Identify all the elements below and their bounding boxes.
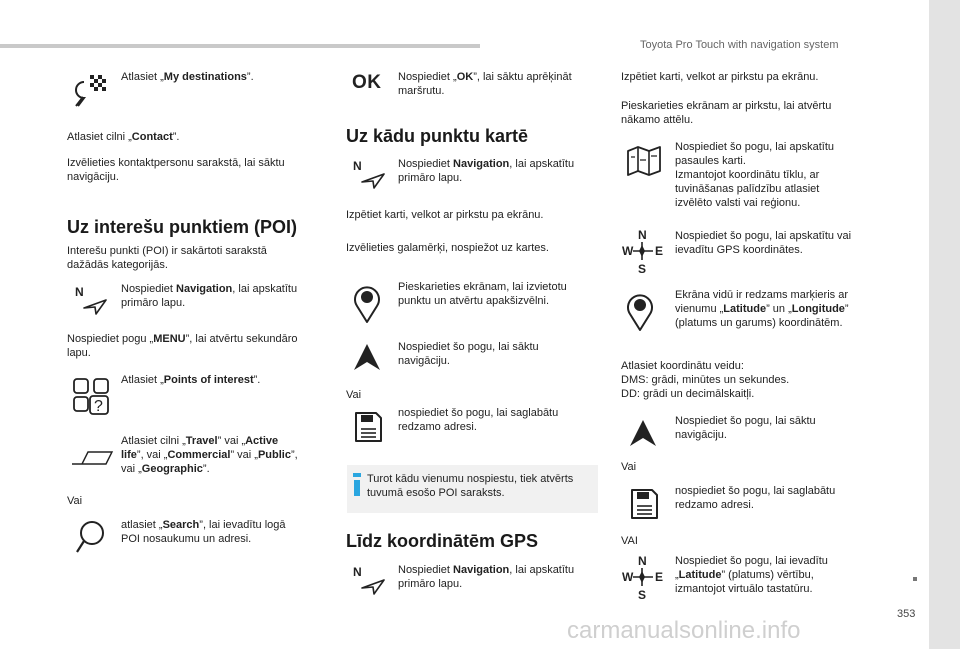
svg-text:?: ? — [94, 398, 103, 415]
explore-map-text: Izpētiet karti, velkot ar pirkstu pa ekrānu. — [346, 209, 544, 221]
poi-intro-text: Interešu punkti (POI) ir sakārtoti sarakstā dažādās kategorijās. — [67, 245, 267, 271]
watermark: carmanualsonline.info — [567, 617, 801, 644]
start-navigation-icon — [628, 418, 658, 448]
save-address-icon — [628, 487, 660, 521]
or-label: Vai — [621, 461, 637, 473]
world-map-text: Nospiediet šo pogu, lai apskatītu pasaules karti. Izmantojot koordinātu tīklu, ar tuvināšanas palīdzību atlasiet izvēlēto valsti vai reģionu. — [675, 141, 834, 209]
or-label: VAI — [621, 535, 638, 547]
navigation-text: Nospiediet Navigation, lai apskatītu primāro lapu. — [121, 283, 298, 309]
ok-text: Nospiediet „OK”, lai sāktu aprēķināt maršrutu. — [398, 71, 572, 97]
running-header: Toyota Pro Touch with navigation system — [640, 39, 839, 51]
choose-destination-text: Izvēlieties galamērķi, nospiežot uz kartes. — [346, 242, 549, 254]
continuation-marker — [913, 577, 917, 581]
gps-heading: Līdz koordinātēm GPS — [346, 531, 539, 551]
gps-compass-icon — [620, 226, 666, 276]
tip-text: Turot kādu vienumu nospiestu, tiek atvērts tuvumā esošo POI saraksts. — [367, 473, 574, 499]
world-map-icon — [625, 143, 663, 179]
compass-n: N — [638, 228, 647, 242]
start-navigation-icon — [352, 342, 382, 372]
ok-icon: OK — [352, 72, 382, 93]
navigation-arrow-icon — [352, 564, 388, 598]
compass-s: S — [638, 588, 647, 602]
compass-s: S — [638, 262, 647, 276]
contact-list-text: Izvēlieties kontaktpersonu sarakstā, lai sāktu navigāciju. — [67, 157, 285, 183]
coordinate-format-text: Atlasiet koordinātu veidu: DMS: grādi, minūtes un sekundes. DD: grādi un decimālskaitļi. — [621, 360, 790, 400]
place-marker-text: Pieskarieties ekrānam, lai izvietotu punktu un atvērtu apakšizvēlni. — [398, 281, 567, 307]
or-label: Vai — [346, 389, 362, 401]
svg-text:N: N — [75, 285, 84, 299]
page-edge-tab — [929, 0, 960, 649]
menu-text: Nospiediet pogu „MENU”, lai atvērtu sekundāro lapu. — [67, 333, 298, 359]
save-address-text: nospiediet šo pogu, lai saglabātu redzamo adresi. — [675, 485, 836, 511]
save-address-text: nospiediet šo pogu, lai saglabātu redzamo adresi. — [398, 407, 559, 433]
navigation-arrow-icon — [74, 284, 110, 318]
start-navigation-text: Nospiediet šo pogu, lai sāktu navigāciju. — [398, 341, 539, 367]
search-icon — [74, 520, 106, 556]
info-icon — [351, 471, 363, 497]
gps-compass-icon — [620, 552, 666, 602]
compass-n: N — [638, 554, 647, 568]
points-of-interest-icon — [72, 376, 112, 416]
explore-map-text: Izpētiet karti, velkot ar pirkstu pa ekrānu. — [621, 71, 819, 83]
map-point-heading: Uz kādu punktu kartē — [346, 126, 529, 146]
start-navigation-text: Nospiediet šo pogu, lai sāktu navigāciju. — [675, 415, 816, 441]
navigation-text: Nospiediet Navigation, lai apskatītu primāro lapu. — [398, 564, 575, 590]
category-tab-icon — [70, 448, 114, 468]
points-of-interest-text: Atlasiet „Points of interest”. — [121, 374, 261, 386]
svg-text:N: N — [353, 565, 362, 579]
marker-coordinates-text: Ekrāna vidū ir redzams marķieris ar vienumu „Latitude” un „Longitude” (platums un garums) koordinātēm. — [675, 289, 849, 329]
search-text: atlasiet „Search”, lai ievadītu logā POI nosaukumu un adresi. — [121, 519, 286, 545]
page-number: 353 — [897, 608, 916, 620]
my-destinations-text: Atlasiet „My destinations”. — [121, 71, 254, 83]
contact-tab-text: Atlasiet cilni „Contact”. — [67, 131, 180, 143]
compass-w: W — [622, 570, 634, 584]
navigation-arrow-icon — [352, 158, 388, 192]
header-rule — [0, 44, 480, 48]
location-pin-icon — [625, 290, 655, 332]
compass-e: E — [655, 244, 664, 258]
save-address-icon — [352, 410, 384, 444]
location-pin-icon — [352, 282, 382, 324]
compass-e: E — [655, 570, 664, 584]
or-label: Vai — [67, 495, 83, 507]
latitude-entry-text: Nospiediet šo pogu, lai ievadītu „Latitude” (platums) vērtību, izmantojot virtuālo tastatūru. — [675, 555, 828, 595]
destination-flag-icon — [72, 73, 110, 109]
tap-screen-text: Pieskarieties ekrānam ar pirkstu, lai atvērtu nākamo attēlu. — [621, 100, 832, 126]
categories-text: Atlasiet cilni „Travel” vai „Active life”, vai „Commercial” vai „Public”, vai „Geographic”. — [121, 435, 298, 475]
svg-text:N: N — [353, 159, 362, 173]
navigation-text: Nospiediet Navigation, lai apskatītu primāro lapu. — [398, 158, 575, 184]
gps-coordinates-text: Nospiediet šo pogu, lai apskatītu vai ievadītu GPS koordinātes. — [675, 230, 852, 256]
poi-heading: Uz interešu punktiem (POI) — [67, 217, 298, 237]
compass-w: W — [622, 244, 634, 258]
